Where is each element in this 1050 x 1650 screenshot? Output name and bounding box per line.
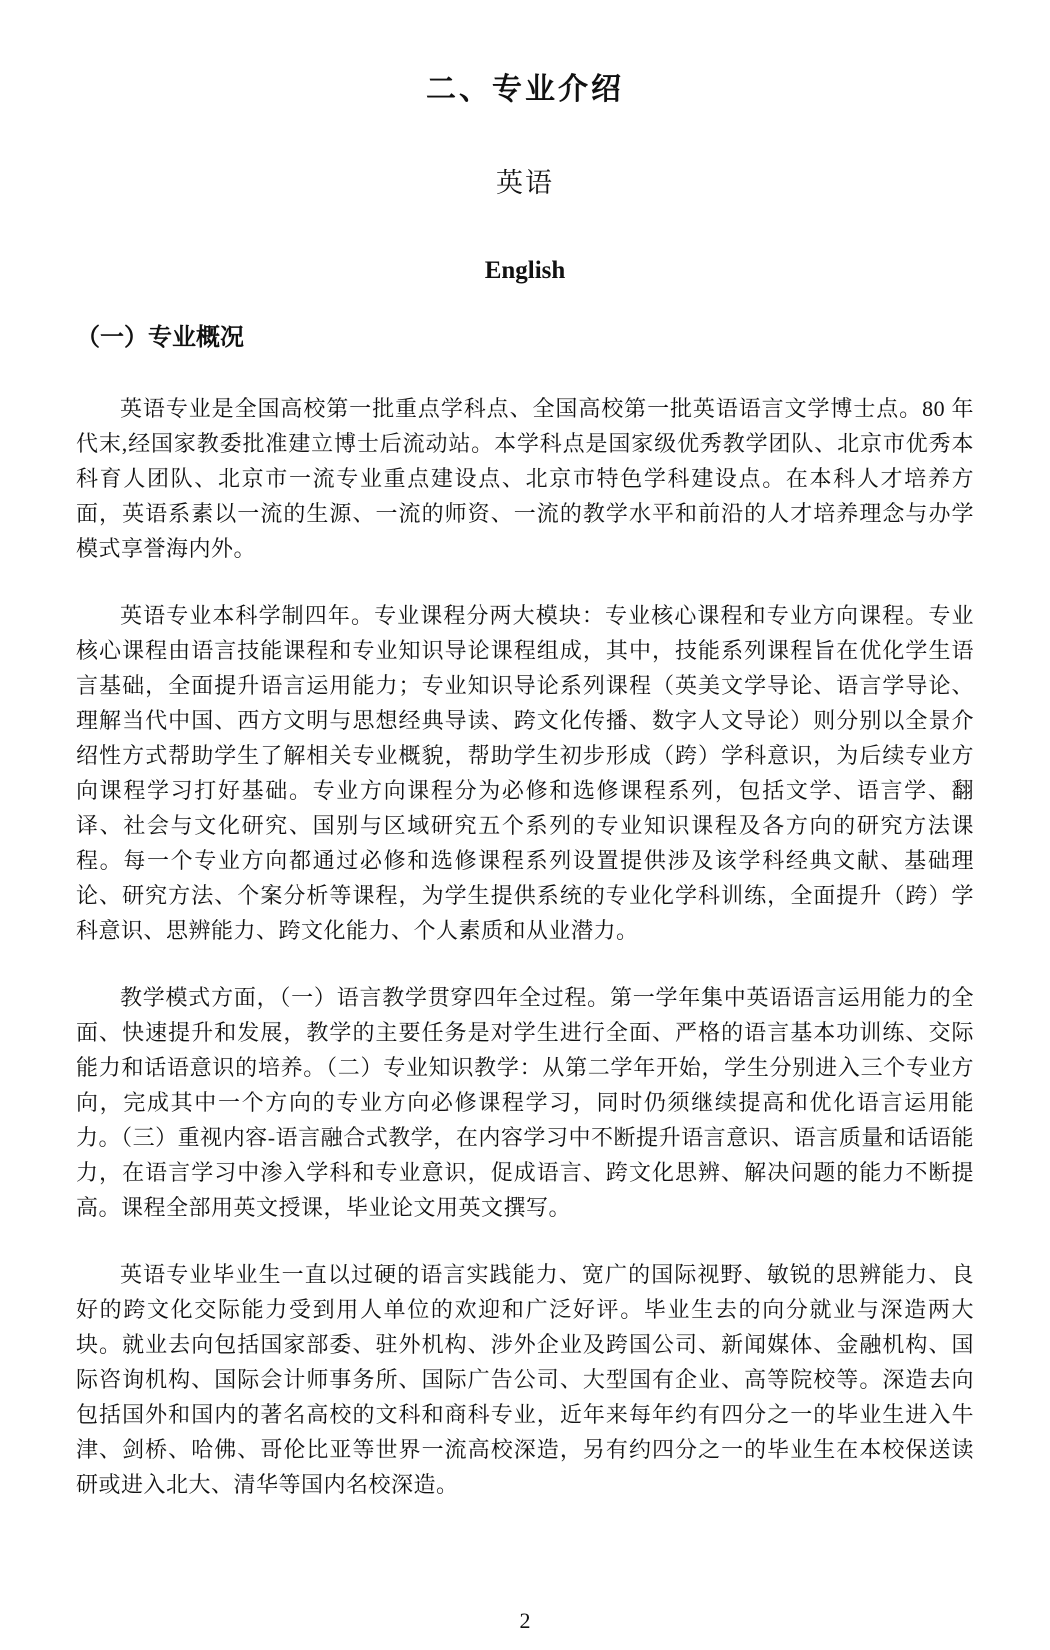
paragraph-curriculum: 英语专业本科学制四年。专业课程分两大模块：专业核心课程和专业方向课程。专业核心课程由语言技能课程和专业知识导论课程组成，其中，技能系列课程旨在优化学生语言基础，全面提升语言运用能力；专业知识导论系列课程（英美文学导论、语言学导论、理解当代中国、西方文明与思想经典导读、跨文化传播、数字人文导论）则分别以全景介绍性方式帮助学生了解相关专业概貌，帮助学生初步形成（跨）学科意识，为后续专业方向课程学习打好基础。专业方向课程分为必修和选修课程系列，包括文学、语言学、翻译、社会与文化研究、国别与区域研究五个系列的专业知识课程及各方向的研究方法课程。每一个专业方向都通过必修和选修课程系列设置提供涉及该学科经典文献、基础理论、研究方法、个案分析等课程，为学生提供系统的专业化学科训练，全面提升（跨）学科意识、思辨能力、跨文化能力、个人素质和从业潜力。 (76, 603, 974, 943)
body-text (76, 391, 974, 1502)
page-number: 2 (519, 1608, 531, 1633)
page-title: 二、专业介绍 (426, 73, 624, 106)
section-heading-overview: （一）专业概况 (76, 325, 244, 351)
paragraph-teaching-model: 教学模式方面，（一）语言教学贯穿四年全过程。第一学年集中英语语言运用能力的全面、快速提升和发展，教学的主要任务是对学生进行全面、严格的语言基本功训练、交际能力和话语意识的培养。（二）专业知识教学：从第二学年开始，学生分别进入三个专业方向，完成其中一个方向的专业方向必修课程学习，同时仍须继续提高和优化语言运用能力。（三）重视内容-语言融合式教学，在内容学习中不断提升语言意识、语言质量和话语能力，在语言学习中渗入学科和专业意识，促成语言、跨文化思辨、解决问题的能力不断提高。课程全部用英文授课，毕业论文用英文撰写。 (76, 985, 974, 1220)
paragraph-overview-history: 英语专业是全国高校第一批重点学科点、全国高校第一批英语语言文学博士点。80 年代末,经国家教委批准建立博士后流动站。本学科点是国家级优秀教学团队、北京市优秀本科育人团队、北京市一流专业重点建设点、北京市特色学科建设点。在本科人才培养方面，英语系素以一流的生源、一流的师资、一流的教学水平和前沿的人才培养理念与办学模式享誉海内外。 (76, 396, 974, 561)
major-name-chinese: 英语 (496, 168, 554, 198)
paragraph-graduates: 英语专业毕业生一直以过硬的语言实践能力、宽广的国际视野、敏锐的思辨能力、良好的跨文化交际能力受到用人单位的欢迎和广泛好评。毕业生去的向分就业与深造两大块。就业去向包括国家部委、驻外机构、涉外企业及跨国公司、新闻媒体、金融机构、国际咨询机构、国际会计师事务所、国际广告公司、大型国有企业、高等院校等。深造去向包括国外和国内的著名高校的文科和商科专业，近年来每年约有四分之一的毕业生进入牛津、剑桥、哈佛、哥伦比亚等世界一流高校深造，另有约四分之一的毕业生在本校保送读研或进入北大、清华等国内名校深造。 (76, 1262, 974, 1497)
major-name-english: English (484, 257, 566, 284)
